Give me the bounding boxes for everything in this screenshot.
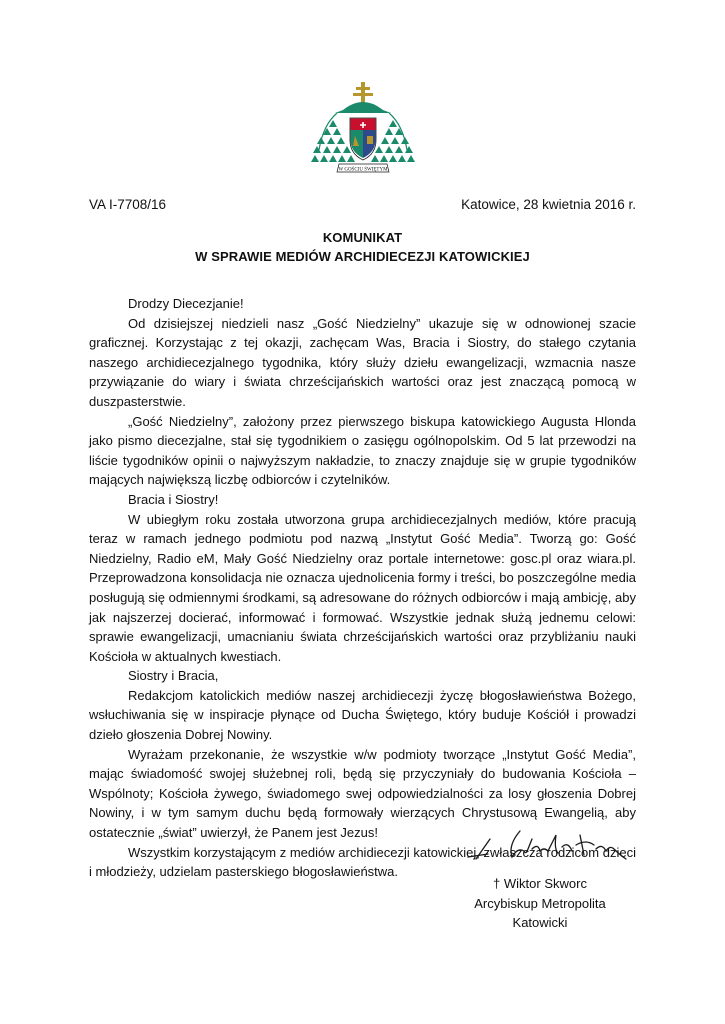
paragraph: W ubiegłym roku została utworzona grupa archidiecezjalnych mediów, które pracują teraz w ramach jednego podmiotu pod nazwą „Instytut Gość Media”. Tworzą go: Gość Niedzielny, Radio eM, Mały Gość Niedzielny oraz portale internetowe: gosc.pl oraz wiara.pl. Przeprowadzona konsolidacja nie oznacza ujednolicenia formy i treści, bo poszczególne media posługują się odmiennymi środkami, są adresowane do różnych odbiorców i mają ambicję, aby jak najszerzej docierać, informować i formować. Wszystkie jednak służą jednemu celowi: sprawie ewangelizacji, umacnianiu świata chrześcijańskich wartości oraz przybliżaniu nauki Kościoła w aktualnych kwestiach. — [89, 511, 636, 664]
paragraph: Wyrażam przekonanie, że wszystkie w/w podmioty tworzące „Instytut Gość Media”, mając świadomość swojej służebnej roli, będą się przyczyniały do budowania Kościoła – Wspólnoty; Kościoła żywego, świadomego swej odpowiedzialności za losy głoszenia Dobrej Nowiny, i w tym samym duchu będą formowały wierzących Chrystusową Ewangelią, aby ostatecznie „świat” uwierzył, że Panem jest Jezus! — [89, 746, 636, 841]
paragraph: Od dzisiejszej niedzieli nasz „Gość Niedzielny” ukazuje się w odnowionej szacie graficznej. Korzystając z tej okazji, zachęcam Was, Bracia i Siostry, do stałego czytania naszego archidiecezjalnego tygodnika, który służy dziełu ewangelizacji, wzmacnia nasze przywiązanie do wiary i świata chrześcijańskich wartości oraz jest znaczącą pomocą w duszpasterstwie. — [89, 315, 636, 409]
paragraph: „Gość Niedzielny”, założony przez pierwszego biskupa katowickiego Augusta Hlonda jako pismo diecezjalne, stał się tygodnikiem o zasięgu ogólnopolskim. Od 5 lat przewodzi na liście tygodników opinii o najwyższym nakładzie, to znaczy znajduje się w grupie tygodników mających największą liczbę odbiorców i czytelników. — [89, 413, 636, 488]
signatory-role: Arcybiskup Metropolita — [474, 896, 606, 911]
paragraph: Redakcjom katolickich mediów naszej archidiecezji życzę błogosławieństwa Bożego, wsłuchiwania się w inspiracje płynące od Ducha Świętego, który buduje Kościół i prowadzi dzieło głoszenia Dobrej Nowiny. — [89, 687, 636, 743]
paragraph-address: Siostry i Bracia, — [128, 668, 219, 684]
tassels-right — [371, 120, 415, 162]
reference-number: VA I-7708/16 — [89, 197, 167, 212]
handwritten-signature — [462, 825, 637, 870]
document-title: KOMUNIKAT — [322, 230, 403, 245]
signatory-city: Katowicki — [512, 915, 568, 930]
paragraph-greeting: Drodzy Diecezjanie! — [128, 296, 244, 311]
tassels-left — [311, 120, 355, 162]
paragraph-blessing: Wszystkim korzystającym z mediów archidiecezji katowickiej, zwłaszcza rodzicom dzieci i młodzieży, udzielam pasterskiego błogosławieństwa. — [89, 844, 636, 880]
paragraph-address: Bracia i Siostry! — [128, 491, 219, 507]
document-subtitle: W SPRAWIE MEDIÓW ARCHIDIECEZJI KATOWICKIEJ — [195, 249, 530, 264]
letter-body — [89, 294, 636, 882]
letter-date: Katowice, 28 kwietnia 2016 r. — [461, 197, 636, 212]
crest-motto: W GOŚCIU ŚWIĘTYM — [338, 167, 388, 173]
archbishop-coat-of-arms-icon — [309, 80, 417, 182]
signatory-name: † Wiktor Skworc — [493, 876, 587, 891]
